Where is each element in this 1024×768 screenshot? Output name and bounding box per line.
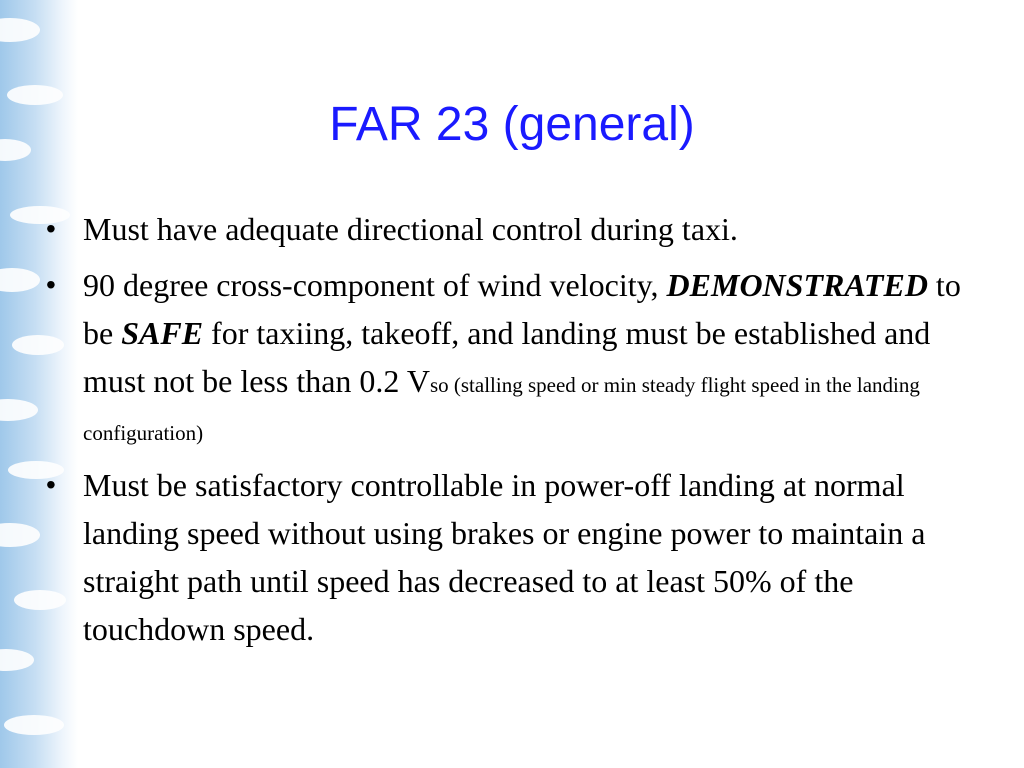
bullet-item-crosswind <box>46 261 981 453</box>
bullet-text-part: for taxiing, takeoff, and landing must be established and must not be less than 0.2 V <box>83 315 931 399</box>
bullet-text: Must have adequate directional control during taxi. <box>83 211 738 247</box>
bullet-marker: • <box>46 469 56 500</box>
emphasis-safe: SAFE <box>121 315 204 351</box>
bullet-marker: • <box>46 269 56 300</box>
bullet-text-part: 90 degree cross-component of wind velocity, <box>83 267 667 303</box>
slide-title: FAR 23 (general) <box>329 98 695 151</box>
stall-speed-note: (stalling speed or min steady flight speed in the landing configuration) <box>83 373 920 445</box>
emphasis-demonstrated: DEMONSTRATED <box>666 267 928 303</box>
bullet-item-power-off-landing <box>46 461 981 653</box>
bullet-item-taxi-control <box>46 205 981 253</box>
bullet-marker: • <box>46 213 56 244</box>
bullet-text-part: to be <box>83 267 961 351</box>
bullet-text: Must be satisfactory controllable in power-off landing at normal landing speed without using brakes or engine power to maintain a straight path until speed has decreased to at least 50% of the touchdown speed. <box>83 467 926 647</box>
subscript-so: so <box>429 373 449 397</box>
bullet-list <box>46 205 981 661</box>
